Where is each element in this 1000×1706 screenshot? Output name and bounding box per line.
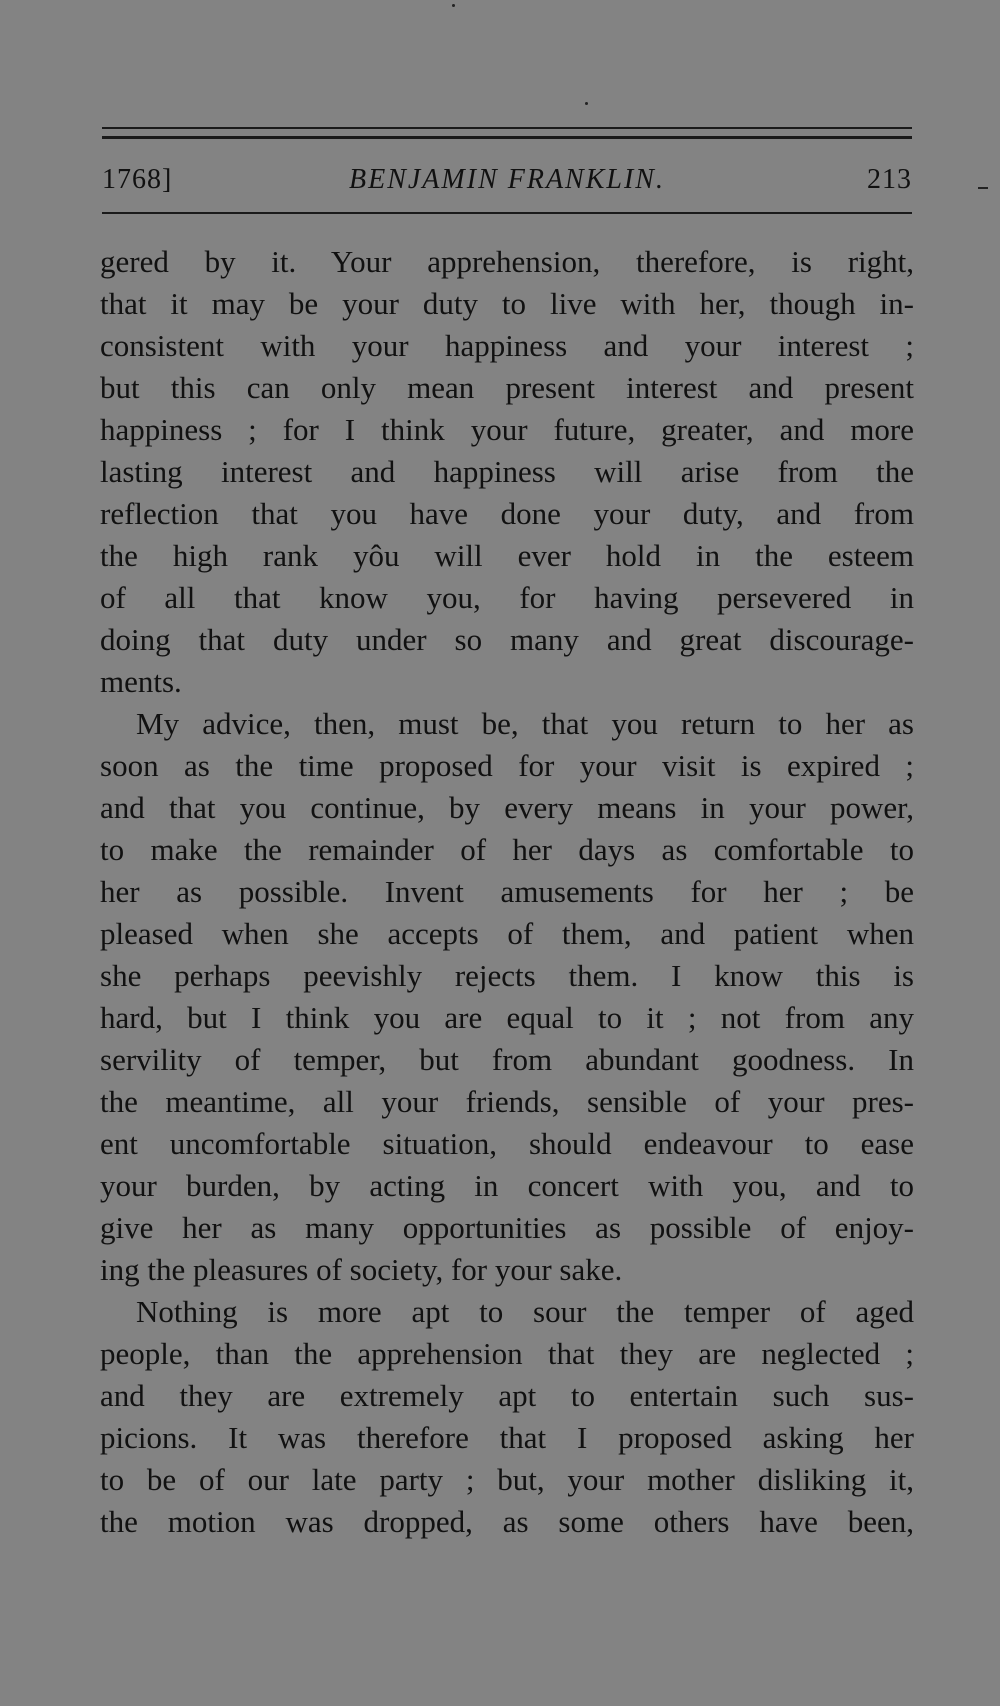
text-line: to make the remainder of her days as comfortable to [100,832,914,867]
text-line: her as possible. Invent amusements for her ; be [100,874,914,909]
text-line: soon as the time proposed for your visit is expired ; [100,748,914,783]
text-line: happiness ; for I think your future, greater, and more [100,412,914,447]
text-line: she perhaps peevishly rejects them. I know this is [100,958,914,993]
text-line: the high rank yôu will ever hold in the esteem [100,538,914,573]
print-speck [585,102,588,105]
top-rule-thick [102,136,912,139]
text-line: ent uncomfortable situation, should endeavour to ease [100,1126,914,1161]
text-line: lasting interest and happiness will arise from the [100,454,914,489]
text-line: that it may be your duty to live with her, though in- [100,286,914,321]
text-line: people, than the apprehension that they are neglected ; [100,1336,914,1371]
text-line: picions. It was therefore that I proposed asking her [100,1420,914,1455]
text-line: hard, but I think you are equal to it ; not from any [100,1000,914,1035]
text-line: the motion was dropped, as some others have been, [100,1504,914,1539]
text-line: and that you continue, by every means in your power, [100,790,914,825]
text-line: reflection that you have done your duty, and from [100,496,914,531]
print-speck [452,4,455,7]
body-text [100,241,914,1543]
paragraph-first-line: My advice, then, must be, that you return to her as [136,706,914,741]
running-header [102,160,912,200]
text-line: ments. [100,664,182,699]
paragraph-first-line: Nothing is more apt to sour the temper of aged [136,1294,914,1329]
text-line: consistent with your happiness and your interest ; [100,328,914,363]
text-line: ing the pleasures of society, for your sake. [100,1252,623,1287]
text-line: pleased when she accepts of them, and patient when [100,916,914,951]
page-number: 213 [867,164,912,195]
text-line: and they are extremely apt to entertain such sus- [100,1378,914,1413]
header-year: 1768] [102,164,173,195]
margin-mark [978,187,988,189]
header-title: BENJAMIN FRANKLIN. [349,164,665,195]
top-rule [102,127,912,129]
text-line: give her as many opportunities as possible of enjoy- [100,1210,914,1245]
text-line: your burden, by acting in concert with you, and to [100,1168,914,1203]
text-line: of all that know you, for having persevered in [100,580,914,615]
text-line: doing that duty under so many and great discourage- [100,622,914,657]
text-line: gered by it. Your apprehension, therefore, is right, [100,244,914,279]
text-line: servility of temper, but from abundant goodness. In [100,1042,914,1077]
text-line: but this can only mean present interest and present [100,370,914,405]
text-line: to be of our late party ; but, your mother disliking it, [100,1462,914,1497]
text-line: the meantime, all your friends, sensible of your pres- [100,1084,914,1119]
header-rule [102,212,912,214]
